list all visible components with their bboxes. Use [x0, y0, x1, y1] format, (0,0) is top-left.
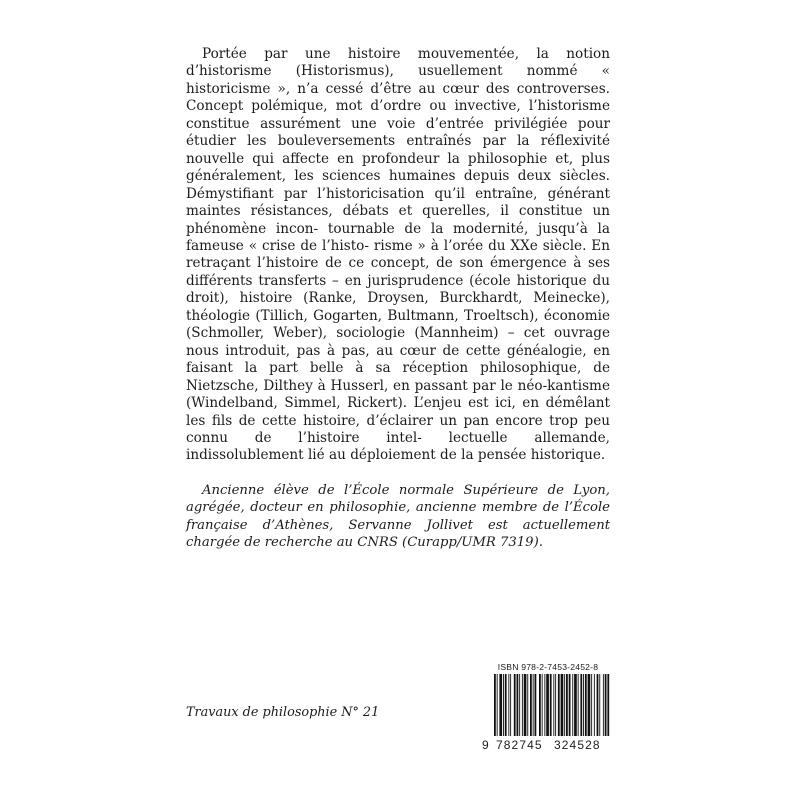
description-line: risme » à l’orée du XXe siècle. En retraçant l’histoire de ce concept,	[186, 237, 610, 272]
description-line: Meinecke), théologie (Tillich, Gogarten, Bultmann, Troeltsch),	[186, 290, 611, 324]
description-line: pensée historique.	[477, 447, 606, 464]
barcode-bar	[505, 674, 507, 736]
barcode-bar	[544, 674, 545, 736]
barcode-bar	[558, 674, 560, 736]
description-line: (école historique du droit), histoire (Ranke, Droysen, Burckhardt,	[186, 272, 610, 307]
bio-line: d’Athènes, Servanne Jollivet est actuellement chargée de recherche au	[186, 517, 610, 551]
barcode-bar	[499, 674, 502, 736]
description-line: d’éclairer un pan encore trop peu connu de l’histoire intel-	[186, 412, 610, 446]
isbn-barcode	[482, 658, 614, 756]
description-line: de son émergence à ses différents transferts – en jurisprudence	[186, 255, 611, 289]
barcode-bar	[594, 674, 595, 736]
barcode-bar	[535, 674, 537, 736]
series-title: Travaux de philosophie N° 21	[186, 705, 380, 720]
back-cover-text	[186, 46, 610, 552]
barcode-bar	[569, 674, 571, 736]
barcode-bar	[514, 674, 516, 736]
description-line: résistances, débats et querelles, il constitue un phénomène incon-	[186, 203, 610, 237]
barcode-bar	[605, 674, 607, 736]
barcode-bar	[603, 674, 604, 736]
barcode-bar	[497, 674, 498, 736]
barcode-bar	[539, 674, 541, 736]
barcode-bar	[519, 674, 520, 736]
description-line: Dilthey à Husserl, en passant par le néo-kantisme (Windelband,	[186, 377, 610, 412]
barcode-bar	[572, 674, 573, 736]
description-line: lectuelle allemande, indissolublement lié au déploiement de la	[186, 429, 610, 464]
description-line: faisant la part belle à sa réception philosophique, de Nietzsche,	[186, 360, 610, 394]
bio-line: CNRS (Curapp/UMR 7319).	[357, 535, 543, 551]
barcode-bar	[530, 674, 532, 736]
description-line: plus généralement, les sciences humaines depuis deux siècles.	[186, 150, 611, 185]
barcode-bar	[588, 674, 591, 736]
barcode-digit-group-2: 324528	[554, 738, 601, 752]
bio-line: docteur en philosophie, ancienne membre de l’École française	[186, 500, 610, 533]
barcode-bars-icon	[482, 674, 614, 740]
barcode-bar	[599, 674, 600, 736]
barcode-bar	[591, 674, 592, 736]
author-bio	[186, 482, 610, 552]
barcode-bar	[522, 674, 523, 736]
barcode-bar	[585, 674, 587, 736]
barcode-bar	[607, 674, 609, 736]
description-line: (Historismus), usuellement nommé « historicisme », n’a cessé	[186, 63, 610, 97]
barcode-bar	[566, 674, 568, 736]
description-line: ouvrage nous introduit, pas à pas, au cœur de cette généalogie, en	[186, 325, 610, 359]
description-line: Démystifiant par l’historicisation qu’il entraîne, générant maintes	[186, 185, 610, 220]
description-line: ou invective, l’historisme constitue assurément une voie d’entrée	[186, 98, 610, 132]
barcode-bar	[494, 674, 496, 736]
barcode-bar	[524, 674, 527, 736]
barcode-bar	[574, 674, 577, 736]
barcode-bar	[555, 674, 556, 736]
description-line: économie (Schmoller, Weber), sociologie (Mannheim) – cet	[186, 307, 610, 342]
barcode-bar	[503, 674, 504, 736]
barcode-bar	[564, 674, 565, 736]
barcode-bar	[546, 674, 549, 736]
barcode-bar	[517, 674, 519, 736]
description-paragraph	[186, 46, 610, 465]
barcode-bar	[578, 674, 579, 736]
description-line: privilégiée pour étudier les bouleversements entraînés par la	[186, 115, 611, 150]
barcode-bar	[508, 674, 509, 736]
description-line: d’être au cœur des controverses. Concept polémique, mot d’ordre	[186, 80, 610, 115]
barcode-bar	[553, 674, 554, 736]
description-line: tournable de la modernité, jusqu’à la fameuse « crise de l’histo-	[186, 220, 610, 254]
description-line: Portée par une histoire mouvementée, la notion d’historisme	[186, 46, 610, 80]
barcode-bar	[550, 674, 552, 736]
barcode-bar	[580, 674, 582, 736]
barcode-digit-first: 9	[482, 738, 490, 752]
description-line: Simmel, Rickert). L’enjeu est ici, en démêlant les fils de cette histoire,	[186, 395, 610, 429]
barcode-bar	[561, 674, 564, 736]
barcode-digit-group-1: 782745	[496, 738, 543, 752]
barcode-bar	[533, 674, 534, 736]
barcode-bar	[597, 674, 599, 736]
barcode-bar	[583, 674, 584, 736]
isbn-label: ISBN 978-2-7453-2452-8	[497, 662, 599, 672]
barcode-bar	[542, 674, 543, 736]
bio-line: Ancienne élève de l’École normale Supérieure de Lyon, agrégée,	[186, 482, 610, 516]
barcode-bar	[510, 674, 511, 736]
barcode-bar	[527, 674, 528, 736]
description-line: réflexivité nouvelle qui affecte en profondeur la philosophie et,	[186, 133, 610, 167]
